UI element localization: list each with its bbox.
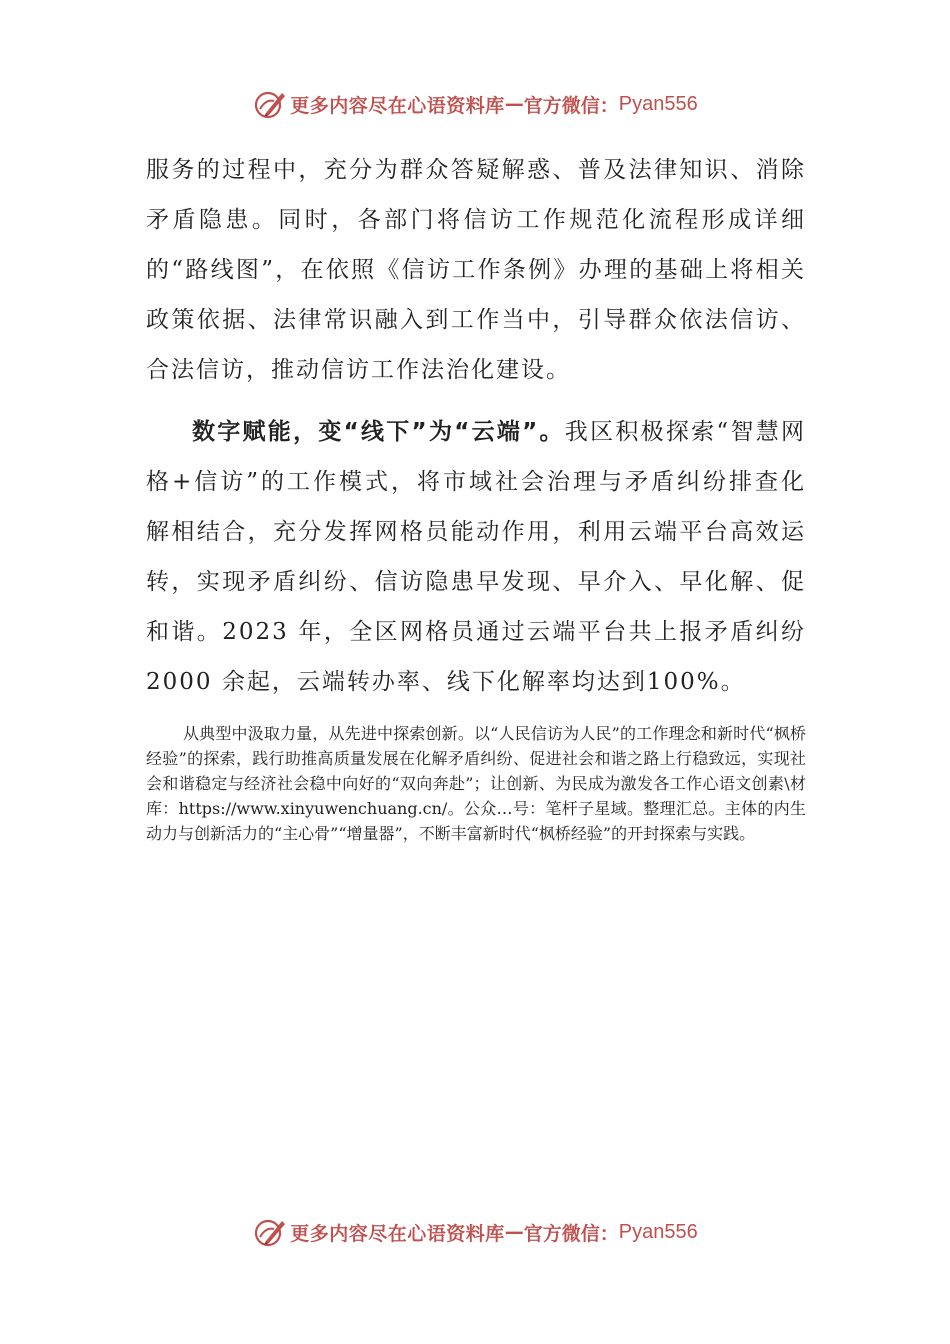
- header-banner: [252, 87, 698, 121]
- footer-label: 官方微信：: [523, 1222, 619, 1245]
- footer-banner: [252, 1215, 698, 1249]
- pen-nib-logo-icon: [252, 1215, 288, 1249]
- footer-separator: —: [504, 1221, 524, 1243]
- note-paragraph: 从典型中汲取力量，从先进中探索创新。以“人民信访为人民”的工作理念和新时代“枫桥经验”的探索，践行助推高质量发展在化解矛盾纠纷、促进社会和谐之路上行稳致远，实现社会和谐稳定与经济社会稳中向好的“双向奔赴”；让创新、为民成为激发各工作心语文创素\材库：https://www.xinyuwenchuang.cn/。公众…号：笔杆子星域。整理汇总。主体的内生动力与创新活力的“主心骨”“增量器”，不断丰富新时代“枫桥经验”的开封探索与实践。: [146, 724, 806, 843]
- header-label: 官方微信：: [523, 94, 619, 117]
- paragraph-1: 服务的过程中，充分为群众答疑解惑、普及法律知识、消除矛盾隐患。同时，各部门将信访工作规范化流程形成详细的“路线图”，在依照《信访工作条例》办理的基础上将相关政策依据、法律常识融入到工作当中，引导群众依法信访、合法信访，推动信访工作法治化建设。: [146, 157, 806, 383]
- page-header: [0, 84, 950, 124]
- footer-wechat-id: Pyan556: [618, 1220, 698, 1243]
- document-body: [146, 145, 806, 846]
- footer-brand: 更多内容尽在心语资料库: [290, 1222, 505, 1245]
- page-footer: [0, 1212, 950, 1252]
- paragraph-2-text: 我区积极探索“智慧网格+信访”的工作模式，将市域社会治理与矛盾纠纷排查化解相结合，充分发挥网格员能动作用，利用云端平台高效运转，实现矛盾纠纷、信访隐患早发现、早介入、早化解、促和谐。2023 年，全区网格员通过云端平台共上报矛盾纠纷 2000 余起，云端转办率、线下化解率均达到100%。: [146, 419, 806, 695]
- paragraph-2: [146, 407, 806, 707]
- paragraph-2-heading: 数字赋能，变“线下”为“云端”。: [192, 419, 565, 445]
- header-separator: —: [504, 93, 524, 115]
- header-wechat-id: Pyan556: [618, 92, 698, 115]
- pen-nib-logo-icon: [252, 87, 288, 121]
- header-brand: 更多内容尽在心语资料库: [290, 94, 505, 117]
